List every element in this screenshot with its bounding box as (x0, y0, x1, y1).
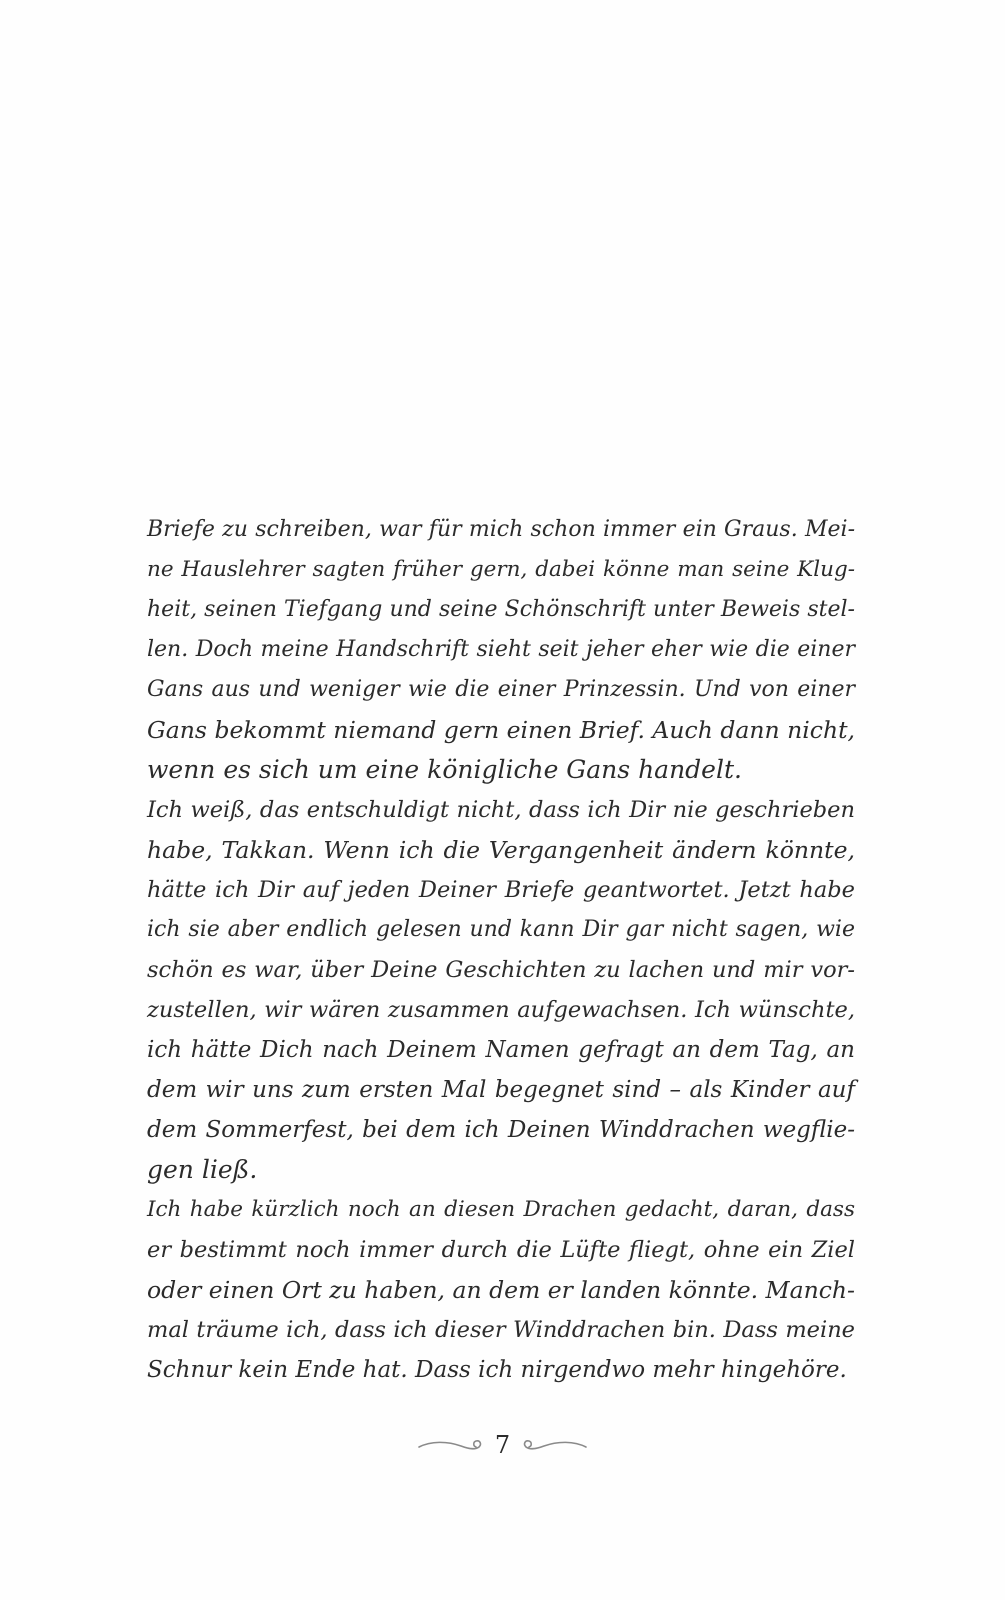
text-line: Schnur kein Ende hat. Dass ich nirgendwo mehr hingehöre. (147, 1357, 847, 1383)
text-line: dem wir uns zum ersten Mal begegnet sind – als Kinder auf (147, 1077, 855, 1103)
text-line: dem Sommerfest, bei dem ich Deinen Winddrachen wegflie- (147, 1117, 855, 1143)
text-line: schön es war, über Deine Geschichten zu lachen und mir vor- (147, 957, 855, 983)
text-line: wenn es sich um eine königliche Gans handelt. (147, 755, 742, 784)
left-flourish-icon (417, 1435, 485, 1455)
text-line: hätte ich Dir auf jeden Deiner Briefe geantwortet. Jetzt habe (147, 877, 855, 903)
paragraph-2 (147, 790, 855, 1190)
text-line: ich sie aber endlich gelesen und kann Dir gar nicht sagen, wie (147, 917, 855, 942)
paragraph-3 (147, 1190, 855, 1390)
text-line: zustellen, wir wären zusammen aufgewachsen. Ich wünschte, (147, 997, 855, 1023)
text-line: oder einen Ort zu haben, an dem er landen könnte. Manch- (147, 1276, 855, 1304)
text-line: ich hätte Dich nach Deinem Namen gefragt an dem Tag, an (147, 1037, 855, 1063)
text-line: ne Hauslehrer sagten früher gern, dabei könne man seine Klug- (147, 557, 855, 582)
text-line: Ich weiß, das entschuldigt nicht, dass ich Dir nie geschrieben (147, 797, 855, 823)
page-footer (0, 1425, 1005, 1465)
text-line: mal träume ich, dass ich dieser Winddrachen bin. Dass meine (147, 1317, 855, 1343)
paragraph-1 (147, 510, 855, 790)
text-line: len. Doch meine Handschrift sieht seit jeher eher wie die einer (147, 637, 855, 662)
page-number: 7 (494, 1431, 511, 1459)
text-line: habe, Takkan. Wenn ich die Vergangenheit ändern könnte, (147, 836, 855, 864)
text-line: gen ließ. (147, 1155, 258, 1184)
right-flourish-icon (520, 1435, 588, 1455)
text-line: Ich habe kürzlich noch an diesen Drachen gedacht, daran, dass (147, 1197, 855, 1222)
text-line: Briefe zu schreiben, war für mich schon immer ein Graus. Mei- (147, 517, 855, 542)
body-text (147, 510, 855, 1390)
text-line: Gans aus und weniger wie die einer Prinzessin. Und von einer (147, 677, 855, 702)
text-line: Gans bekommt niemand gern einen Brief. Auch dann nicht, (147, 716, 855, 744)
text-line: heit, seinen Tiefgang und seine Schönschrift unter Beweis stel- (147, 597, 855, 622)
text-line: er bestimmt noch immer durch die Lüfte fliegt, ohne ein Ziel (147, 1237, 855, 1263)
